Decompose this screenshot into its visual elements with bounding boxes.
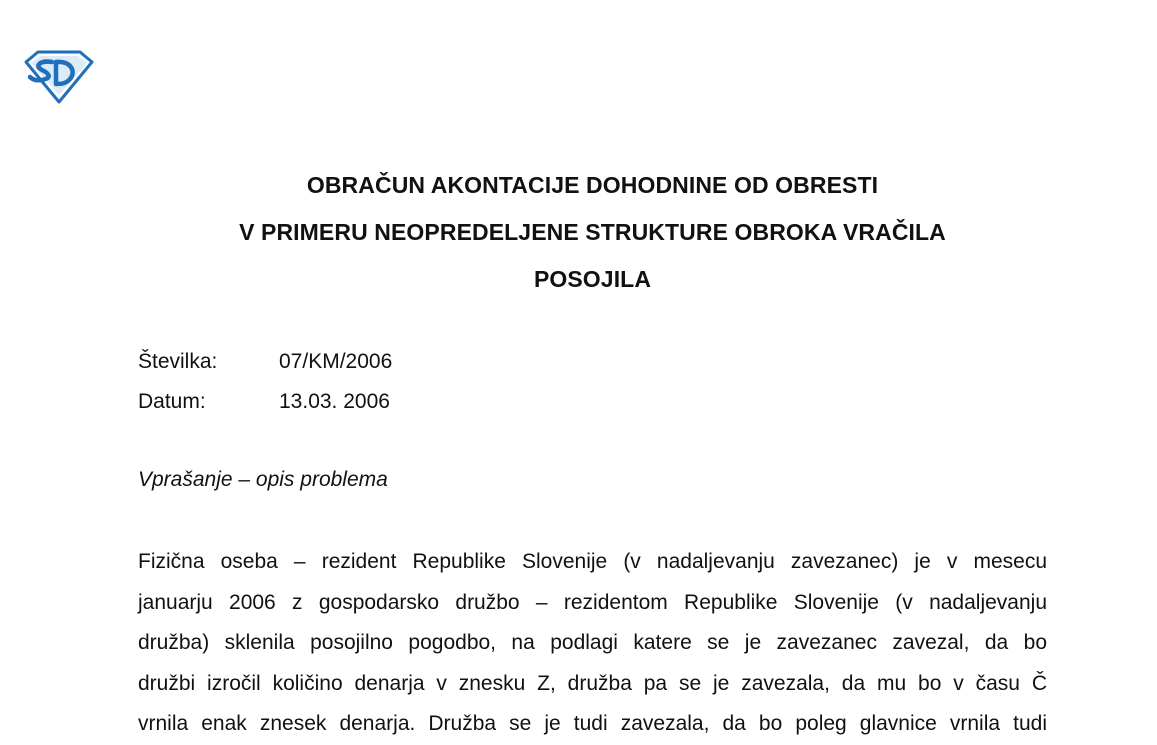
title-line-2: V PRIMERU NEOPREDELJENE STRUKTURE OBROKA VRAČILA: [239, 219, 946, 245]
title-line-1: OBRAČUN AKONTACIJE DOHODNINE OD OBRESTI: [306, 172, 879, 198]
sd-shield-logo-icon: [22, 48, 96, 104]
paragraph-line: Fizična oseba – rezident Republike Slovenije (v nadaljevanju zavezanec) je v mesecu: [138, 550, 1047, 573]
date-value: 13.03. 2006: [279, 390, 390, 413]
document-meta: [138, 342, 392, 422]
date-row: [138, 382, 392, 422]
date-label: Datum:: [138, 390, 206, 413]
section-heading: Vprašanje – opis problema: [138, 468, 388, 491]
company-logo: [22, 48, 96, 104]
paragraph-line: januarju 2006 z gospodarsko družbo – rezidentom Republike Slovenije (v nadaljevanju: [138, 590, 1047, 614]
number-label: Številka:: [138, 350, 218, 373]
number-row: [138, 342, 392, 382]
title-line-3: POSOJILA: [533, 266, 652, 292]
document-title: [0, 162, 1157, 303]
body-paragraph: [138, 542, 1047, 745]
number-value: 07/KM/2006: [279, 350, 393, 373]
paragraph-line: družba) sklenila posojilno pogodbo, na podlagi katere se je zavezanec zavezal, da bo: [138, 631, 1047, 654]
paragraph-line: vrnila enak znesek denarja. Družba se je tudi zavezala, da bo poleg glavnice vrnila tudi: [138, 712, 1047, 735]
paragraph-line: družbi izročil količino denarja v znesku Z, družba pa se je zavezala, da mu bo v času Č: [138, 671, 1047, 695]
